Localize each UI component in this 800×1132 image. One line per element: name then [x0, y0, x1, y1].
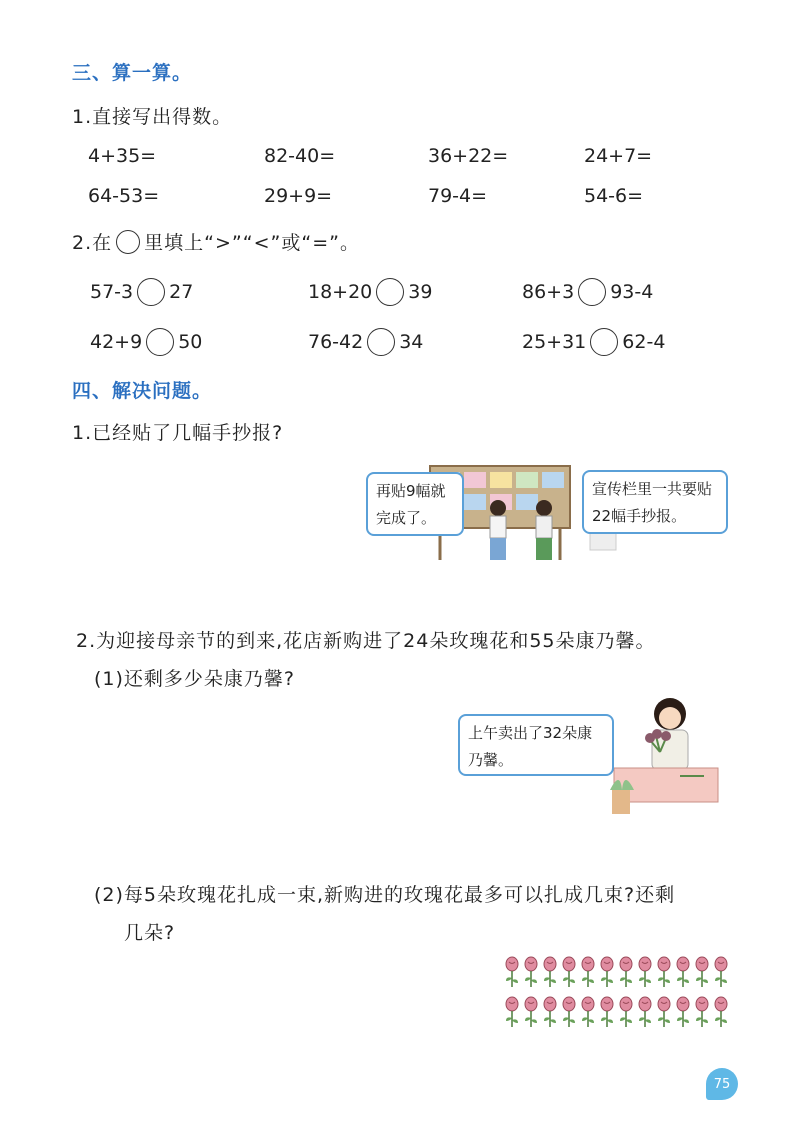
rose-icon [542, 996, 558, 1028]
page-number: 75 [713, 1076, 731, 1092]
compare-right: 27 [169, 281, 194, 303]
compare-item [90, 328, 202, 356]
compare-item [308, 278, 432, 306]
rose-icon [580, 996, 596, 1028]
compare-left: 25+31 [522, 331, 587, 353]
compare-item [522, 278, 653, 306]
rose-row [504, 956, 729, 988]
rose-icon [713, 956, 729, 988]
section-3-title: 三、算一算。 [72, 62, 193, 84]
s4-q2-sub2-line2: 几朵? [124, 922, 176, 944]
rose-icon [694, 956, 710, 988]
rose-icon [561, 996, 577, 1028]
q2-title-pre: 2.在 [72, 232, 113, 254]
speech-bubble-left: 再贴9幅就完成了。 [366, 472, 464, 536]
rose-icon [675, 956, 691, 988]
rose-icon [675, 996, 691, 1028]
compare-left: 18+20 [308, 281, 373, 303]
rose-icon [523, 956, 539, 988]
q2-title-post: 里填上“>”“<”或“=”。 [144, 232, 360, 254]
compare-circle-input[interactable] [590, 328, 618, 356]
s4-q2-title: 2.为迎接母亲节的到来,花店新购进了24朵玫瑰花和55朵康乃馨。 [76, 630, 656, 652]
rose-icon [618, 996, 634, 1028]
page-number-badge [706, 1068, 738, 1100]
rose-icon [523, 996, 539, 1028]
compare-circle-input[interactable] [578, 278, 606, 306]
rose-icon [504, 956, 520, 988]
rose-icon [656, 996, 672, 1028]
florist-illustration [600, 692, 730, 818]
q1-title: 1.直接写出得数。 [72, 106, 233, 128]
calc-item: 82-40= [264, 145, 336, 167]
rose-row [504, 996, 729, 1028]
compare-circle-input[interactable] [376, 278, 404, 306]
rose-icon [580, 956, 596, 988]
rose-icon [637, 996, 653, 1028]
rose-icon [637, 956, 653, 988]
compare-item [308, 328, 423, 356]
s4-q2-sub2-line1: (2)每5朵玫瑰花扎成一束,新购进的玫瑰花最多可以扎成几束?还剩 [94, 884, 676, 906]
rose-icon [694, 996, 710, 1028]
s4-q2-sub1: (1)还剩多少朵康乃馨? [94, 668, 295, 690]
rose-icon [599, 996, 615, 1028]
rose-icon [542, 956, 558, 988]
answer-circle-icon [116, 230, 140, 254]
compare-circle-input[interactable] [146, 328, 174, 356]
compare-left: 86+3 [522, 281, 575, 303]
s4-q1-title: 1.已经贴了几幅手抄报? [72, 422, 284, 444]
compare-item [522, 328, 665, 356]
rose-icon [656, 956, 672, 988]
q2-title [72, 228, 360, 255]
compare-right: 93-4 [610, 281, 654, 303]
calc-item: 4+35= [88, 145, 157, 167]
calc-item: 64-53= [88, 185, 160, 207]
compare-right: 50 [178, 331, 203, 353]
compare-right: 34 [399, 331, 424, 353]
calc-item: 54-6= [584, 185, 644, 207]
compare-left: 76-42 [308, 331, 364, 353]
speech-bubble-florist: 上午卖出了32朵康乃馨。 [458, 714, 614, 776]
compare-circle-input[interactable] [137, 278, 165, 306]
compare-right: 62-4 [622, 331, 666, 353]
rose-icon [504, 996, 520, 1028]
calc-item: 24+7= [584, 145, 653, 167]
rose-icon [618, 956, 634, 988]
calc-item: 79-4= [428, 185, 488, 207]
speech-bubble-right: 宣传栏里一共要贴22幅手抄报。 [582, 470, 728, 534]
rose-icon [599, 956, 615, 988]
calc-item: 29+9= [264, 185, 333, 207]
rose-icon [561, 956, 577, 988]
compare-left: 57-3 [90, 281, 134, 303]
calc-item: 36+22= [428, 145, 509, 167]
rose-icon [713, 996, 729, 1028]
section-4-title: 四、解决问题。 [72, 380, 213, 402]
compare-circle-input[interactable] [367, 328, 395, 356]
compare-right: 39 [408, 281, 433, 303]
compare-item [90, 278, 193, 306]
compare-left: 42+9 [90, 331, 143, 353]
